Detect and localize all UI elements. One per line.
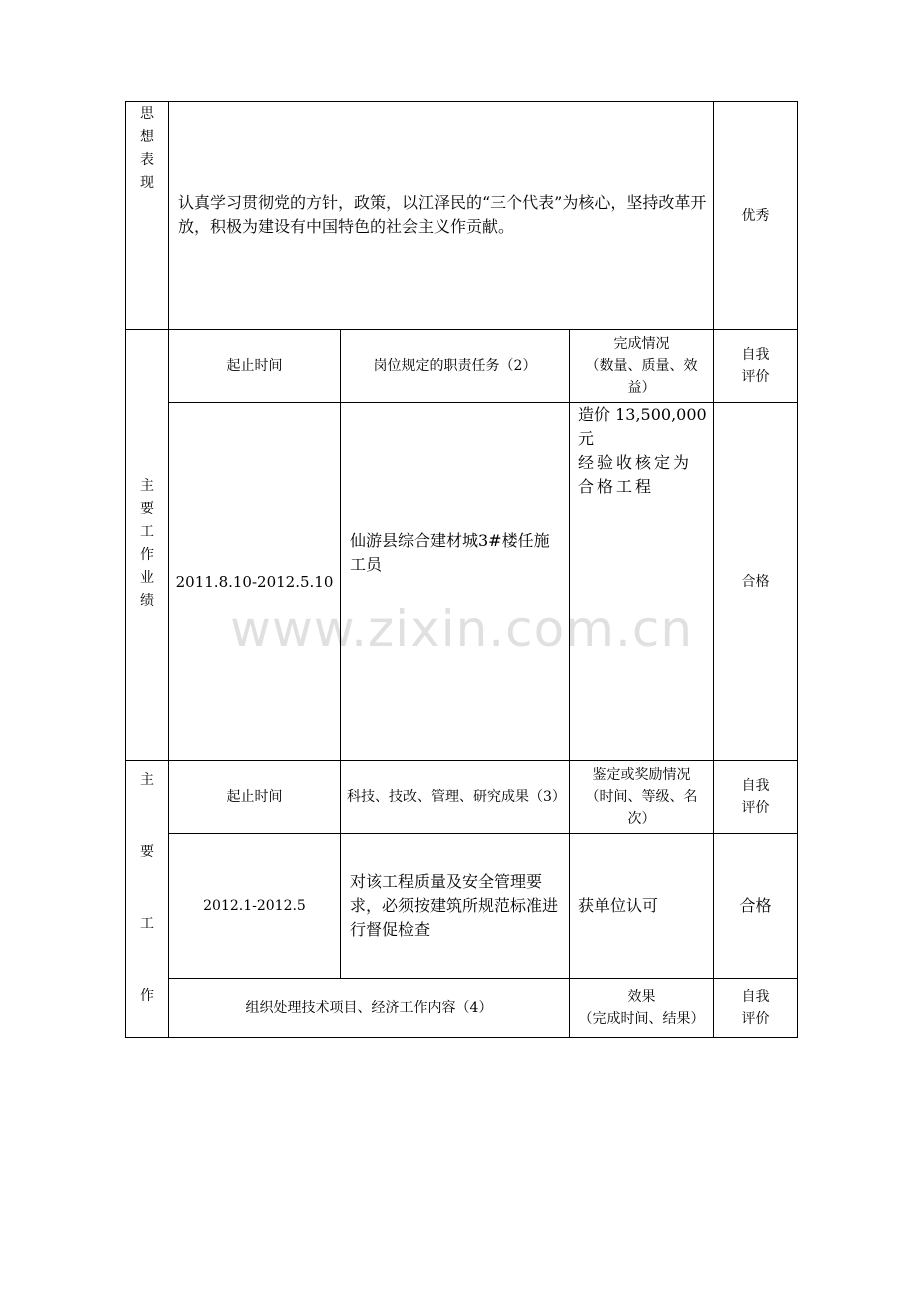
work-header-self-evaluation: 自我 评价 [741,778,770,816]
work-header-award: 鉴定或奖励情况 （时间、等级、名次） [585,767,698,827]
table-divider [340,329,341,979]
thought-rating: 优秀 [741,207,770,224]
performance-duty: 仙游县综合建材城3#楼任施工员 [350,531,550,574]
performance-completion: 造价 13,500,000元 经验收核定为合格工程 [578,405,707,496]
tech-header-content: 组织处理技术项目、经济工作内容（4） [245,1000,493,1016]
work-rating: 合格 [739,896,772,915]
table-border-right [797,101,798,1038]
work-period: 2012.1-2012.5 [203,898,306,914]
performance-period: 2011.8.10-2012.5.10 [175,572,334,591]
work-award: 获单位认可 [578,896,659,915]
tech-header-self-evaluation: 自我 评价 [741,989,770,1027]
table-divider [569,329,570,1038]
performance-header-self-evaluation: 自我 评价 [741,347,770,385]
performance-header-completion: 完成情况 （数量、质量、效益） [585,336,698,396]
thought-content: 认真学习贯彻党的方针，政策，以江泽民的“三个代表”为核心，坚持改革开放，积极为建设有中国特色的社会主义作贡献。 [178,192,707,236]
work-section-label: 主 要 工 作 [140,772,154,1004]
performance-header-period: 起止时间 [226,358,283,374]
watermark: www.zixin.com.cn [230,600,694,658]
thought-section-label: 思 想 表 现 [140,106,154,191]
performance-rating: 合格 [741,573,770,590]
tech-header-effect: 效果 （完成时间、结果） [578,989,705,1027]
performance-section-label: 主 要 工 作 业 绩 [140,478,154,609]
work-research: 对该工程质量及安全管理要求，必须按建筑所规范标准进行督促检查 [350,872,559,939]
performance-header-duty: 岗位规定的职责任务（2） [373,358,537,374]
table-border-bottom [125,1037,798,1038]
work-header-period: 起止时间 [226,789,283,805]
work-header-research: 科技、技改、管理、研究成果（3） [347,789,566,805]
